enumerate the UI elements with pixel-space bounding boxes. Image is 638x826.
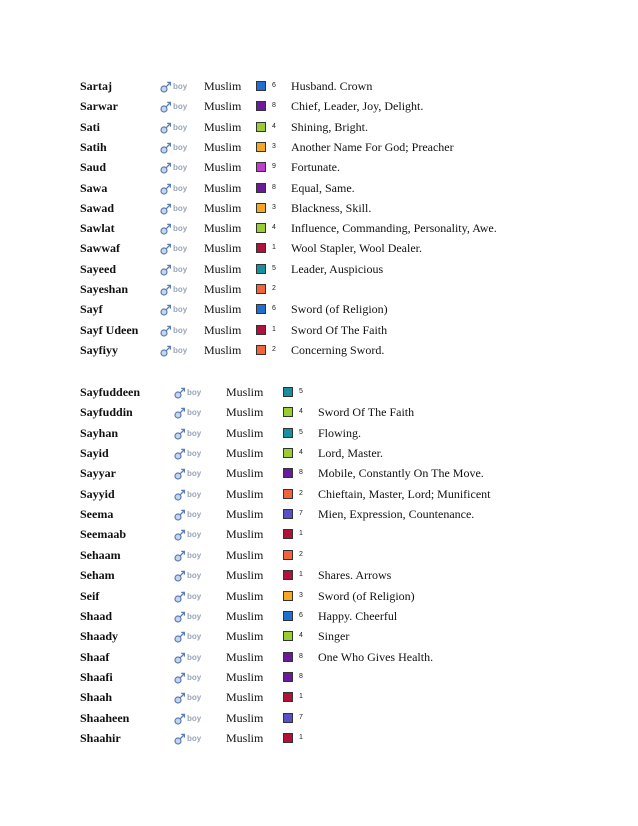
lucky-number: 1 bbox=[272, 244, 276, 252]
religion-cell: Muslim bbox=[226, 588, 264, 603]
lucky-number: 8 bbox=[272, 102, 276, 110]
name-cell: Sawwaf bbox=[80, 241, 121, 256]
religion-cell: Muslim bbox=[204, 119, 242, 134]
svg-text:boy: boy bbox=[187, 388, 202, 397]
color-swatch bbox=[256, 325, 266, 335]
male-symbol-icon bbox=[174, 548, 206, 562]
meaning-cell: Another Name For God; Preacher bbox=[291, 139, 454, 154]
religion-cell: Muslim bbox=[226, 669, 264, 684]
male-symbol-icon bbox=[174, 650, 206, 664]
lucky-number: 1 bbox=[299, 733, 303, 741]
svg-text:boy: boy bbox=[187, 510, 202, 520]
religion-cell: Muslim bbox=[226, 405, 264, 420]
svg-text:boy: boy bbox=[187, 652, 202, 662]
svg-text:boy: boy bbox=[187, 449, 202, 459]
color-swatch bbox=[283, 713, 293, 723]
color-swatch bbox=[283, 529, 293, 539]
color-swatch bbox=[283, 550, 293, 560]
lucky-number: 4 bbox=[299, 408, 303, 416]
color-swatch bbox=[283, 387, 293, 397]
color-swatch bbox=[256, 183, 266, 193]
name-cell: Sayfuddin bbox=[80, 405, 133, 420]
male-symbol-icon bbox=[160, 282, 192, 296]
svg-text:boy: boy bbox=[173, 224, 188, 234]
lucky-number: 4 bbox=[272, 224, 276, 232]
lucky-number: 4 bbox=[272, 122, 276, 130]
religion-cell: Muslim bbox=[204, 322, 242, 337]
religion-cell: Muslim bbox=[226, 527, 264, 542]
svg-text:boy: boy bbox=[173, 82, 188, 91]
name-cell: Seemaab bbox=[80, 527, 126, 542]
color-swatch bbox=[283, 407, 293, 417]
lucky-number: 2 bbox=[299, 489, 303, 497]
svg-text:boy: boy bbox=[173, 183, 188, 193]
lucky-number: 8 bbox=[299, 469, 303, 477]
religion-cell: Muslim bbox=[204, 342, 242, 357]
lucky-number: 9 bbox=[272, 163, 276, 171]
lucky-number: 7 bbox=[299, 510, 303, 518]
svg-text:boy: boy bbox=[187, 632, 202, 642]
male-symbol-icon bbox=[174, 731, 206, 745]
color-swatch bbox=[283, 570, 293, 580]
name-cell: Shaad bbox=[80, 608, 113, 623]
meaning-cell: Mien, Expression, Countenance. bbox=[318, 507, 475, 522]
male-symbol-icon bbox=[174, 426, 206, 440]
meaning-cell: Concerning Sword. bbox=[291, 342, 385, 357]
religion-cell: Muslim bbox=[204, 79, 242, 93]
religion-cell: Muslim bbox=[204, 139, 242, 154]
color-swatch bbox=[283, 591, 293, 601]
meaning-cell: Blackness, Skill. bbox=[291, 200, 372, 215]
religion-cell: Muslim bbox=[226, 690, 264, 705]
male-symbol-icon bbox=[160, 343, 192, 357]
lucky-number: 4 bbox=[299, 632, 303, 640]
color-swatch bbox=[256, 101, 266, 111]
name-cell: Sawa bbox=[80, 180, 108, 195]
lucky-number: 6 bbox=[272, 305, 276, 313]
lucky-number: 6 bbox=[272, 82, 276, 89]
color-swatch bbox=[256, 162, 266, 172]
male-symbol-icon bbox=[160, 302, 192, 316]
meaning-cell: Singer bbox=[318, 629, 350, 644]
meaning-cell: Chieftain, Master, Lord; Munificent bbox=[318, 486, 491, 501]
name-cell: Sayf bbox=[80, 302, 103, 317]
religion-cell: Muslim bbox=[226, 568, 264, 583]
name-cell: Sawlat bbox=[80, 221, 115, 236]
svg-text:boy: boy bbox=[173, 285, 188, 294]
lucky-number: 5 bbox=[299, 388, 303, 395]
name-cell: Sayid bbox=[80, 446, 109, 461]
male-symbol-icon bbox=[160, 120, 192, 134]
religion-cell: Muslim bbox=[204, 302, 242, 317]
religion-cell: Muslim bbox=[226, 507, 264, 522]
svg-text:boy: boy bbox=[187, 591, 202, 601]
color-swatch bbox=[256, 345, 266, 355]
color-swatch bbox=[283, 631, 293, 641]
color-swatch bbox=[256, 81, 266, 91]
color-swatch bbox=[283, 733, 293, 743]
color-swatch bbox=[283, 428, 293, 438]
svg-text:boy: boy bbox=[173, 163, 188, 173]
color-swatch bbox=[283, 448, 293, 458]
male-symbol-icon bbox=[174, 527, 206, 541]
religion-cell: Muslim bbox=[204, 200, 242, 215]
male-symbol-icon bbox=[174, 568, 206, 582]
religion-cell: Muslim bbox=[226, 466, 264, 481]
name-cell: Sayeed bbox=[80, 261, 116, 276]
religion-cell: Muslim bbox=[204, 282, 242, 296]
lucky-number: 8 bbox=[272, 183, 276, 191]
color-swatch bbox=[283, 611, 293, 621]
name-cell: Sayhan bbox=[80, 425, 119, 440]
name-cell: Satih bbox=[80, 139, 107, 154]
meaning-cell: Sword Of The Faith bbox=[291, 322, 388, 337]
meaning-cell: Wool Stapler, Wool Dealer. bbox=[291, 241, 423, 256]
meaning-cell: Happy. Cheerful bbox=[318, 608, 398, 623]
male-symbol-icon bbox=[160, 140, 192, 154]
lucky-number: 2 bbox=[272, 285, 276, 292]
religion-cell: Muslim bbox=[204, 261, 242, 276]
male-symbol-icon bbox=[174, 446, 206, 460]
name-cell: Sati bbox=[80, 119, 101, 134]
lucky-number: 3 bbox=[299, 591, 303, 599]
lucky-number: 5 bbox=[299, 428, 303, 436]
svg-text:boy: boy bbox=[173, 122, 188, 132]
religion-cell: Muslim bbox=[226, 385, 264, 399]
svg-text:boy: boy bbox=[187, 611, 202, 621]
name-cell: Sayfuddeen bbox=[80, 385, 141, 399]
religion-cell: Muslim bbox=[226, 710, 264, 725]
lucky-number: 6 bbox=[299, 611, 303, 619]
name-cell: Sartaj bbox=[80, 79, 112, 93]
svg-text:boy: boy bbox=[173, 244, 188, 254]
meaning-cell: Sword Of The Faith bbox=[318, 405, 415, 420]
male-symbol-icon bbox=[160, 99, 192, 113]
male-symbol-icon bbox=[174, 589, 206, 603]
svg-text:boy: boy bbox=[173, 142, 188, 152]
svg-text:boy: boy bbox=[187, 693, 202, 703]
male-symbol-icon bbox=[174, 609, 206, 623]
name-cell: Sayyid bbox=[80, 486, 115, 501]
meaning-cell: Flowing. bbox=[318, 425, 362, 440]
name-cell: Sayeshan bbox=[80, 282, 129, 296]
lucky-number: 2 bbox=[299, 550, 303, 558]
male-symbol-icon bbox=[174, 466, 206, 480]
svg-text:boy: boy bbox=[187, 550, 202, 560]
religion-cell: Muslim bbox=[226, 547, 264, 562]
lucky-number: 1 bbox=[299, 530, 303, 538]
lucky-number: 1 bbox=[272, 325, 276, 333]
religion-cell: Muslim bbox=[226, 730, 264, 745]
male-symbol-icon bbox=[160, 201, 192, 215]
lucky-number: 7 bbox=[299, 713, 303, 721]
name-cell: Sehaam bbox=[80, 547, 121, 562]
color-swatch bbox=[283, 652, 293, 662]
meaning-cell: Mobile, Constantly On The Move. bbox=[318, 466, 484, 481]
name-cell: Shaaheen bbox=[80, 710, 130, 725]
name-cell: Shaahir bbox=[80, 730, 121, 745]
svg-text:boy: boy bbox=[187, 571, 202, 581]
name-cell: Sarwar bbox=[80, 99, 118, 114]
male-symbol-icon bbox=[160, 241, 192, 255]
name-cell: Sayfiyy bbox=[80, 342, 119, 357]
male-symbol-icon bbox=[174, 629, 206, 643]
svg-text:boy: boy bbox=[173, 345, 188, 355]
color-swatch bbox=[283, 692, 293, 702]
lucky-number: 5 bbox=[272, 264, 276, 272]
male-symbol-icon bbox=[160, 323, 192, 337]
religion-cell: Muslim bbox=[204, 160, 242, 175]
lucky-number: 1 bbox=[299, 693, 303, 701]
religion-cell: Muslim bbox=[226, 446, 264, 461]
religion-cell: Muslim bbox=[204, 221, 242, 236]
svg-text:boy: boy bbox=[173, 264, 188, 274]
male-symbol-icon bbox=[160, 221, 192, 235]
meaning-cell: Husband. Crown bbox=[291, 79, 373, 93]
lucky-number: 3 bbox=[272, 142, 276, 150]
color-swatch bbox=[256, 122, 266, 132]
name-cell: Shaah bbox=[80, 690, 113, 705]
color-swatch bbox=[256, 223, 266, 233]
svg-text:boy: boy bbox=[187, 672, 202, 682]
name-cell: Sayf Udeen bbox=[80, 322, 139, 337]
religion-cell: Muslim bbox=[226, 486, 264, 501]
name-cell: Shaaf bbox=[80, 649, 110, 664]
color-swatch bbox=[256, 243, 266, 253]
lucky-number: 8 bbox=[299, 652, 303, 660]
male-symbol-icon bbox=[174, 385, 206, 399]
color-swatch bbox=[256, 203, 266, 213]
lucky-number: 4 bbox=[299, 449, 303, 457]
svg-text:boy: boy bbox=[187, 428, 202, 438]
meaning-cell: One Who Gives Health. bbox=[318, 649, 434, 664]
male-symbol-icon bbox=[160, 262, 192, 276]
male-symbol-icon bbox=[174, 711, 206, 725]
lucky-number: 2 bbox=[272, 345, 276, 353]
color-swatch bbox=[256, 264, 266, 274]
meaning-cell: Shares. Arrows bbox=[318, 568, 392, 583]
meaning-cell: Equal, Same. bbox=[291, 180, 355, 195]
svg-text:boy: boy bbox=[187, 469, 202, 479]
male-symbol-icon bbox=[174, 507, 206, 521]
name-cell: Sawad bbox=[80, 200, 115, 215]
color-swatch bbox=[283, 468, 293, 478]
lucky-number: 3 bbox=[272, 203, 276, 211]
religion-cell: Muslim bbox=[226, 629, 264, 644]
religion-cell: Muslim bbox=[226, 649, 264, 664]
meaning-cell: Sword (of Religion) bbox=[291, 302, 388, 317]
religion-cell: Muslim bbox=[226, 608, 264, 623]
meaning-cell: Sword (of Religion) bbox=[318, 588, 415, 603]
name-cell: Seham bbox=[80, 568, 115, 583]
color-swatch bbox=[283, 489, 293, 499]
name-cell: Saud bbox=[80, 160, 107, 175]
religion-cell: Muslim bbox=[204, 180, 242, 195]
svg-text:boy: boy bbox=[187, 408, 202, 418]
male-symbol-icon bbox=[160, 79, 192, 93]
name-cell: Sayyar bbox=[80, 466, 116, 481]
religion-cell: Muslim bbox=[204, 241, 242, 256]
male-symbol-icon bbox=[160, 181, 192, 195]
svg-text:boy: boy bbox=[187, 489, 202, 499]
svg-text:boy: boy bbox=[173, 203, 188, 213]
religion-cell: Muslim bbox=[204, 99, 242, 114]
color-swatch bbox=[256, 142, 266, 152]
name-cell: Seif bbox=[80, 588, 100, 603]
svg-text:boy: boy bbox=[173, 305, 188, 315]
name-cell: Shaafi bbox=[80, 669, 113, 684]
name-cell: Shaady bbox=[80, 629, 119, 644]
meaning-cell: Chief, Leader, Joy, Delight. bbox=[291, 99, 424, 114]
svg-text:boy: boy bbox=[187, 713, 202, 723]
name-cell: Seema bbox=[80, 507, 114, 522]
male-symbol-icon bbox=[174, 690, 206, 704]
meaning-cell: Fortunate. bbox=[291, 160, 340, 175]
color-swatch bbox=[283, 509, 293, 519]
male-symbol-icon bbox=[174, 487, 206, 501]
male-symbol-icon bbox=[174, 670, 206, 684]
meaning-cell: Leader, Auspicious bbox=[291, 261, 384, 276]
lucky-number: 8 bbox=[299, 672, 303, 680]
color-swatch bbox=[283, 672, 293, 682]
male-symbol-icon bbox=[174, 405, 206, 419]
male-symbol-icon bbox=[160, 160, 192, 174]
svg-text:boy: boy bbox=[187, 733, 202, 743]
svg-text:boy: boy bbox=[187, 530, 202, 540]
lucky-number: 1 bbox=[299, 571, 303, 579]
svg-text:boy: boy bbox=[173, 325, 188, 335]
meaning-cell: Influence, Commanding, Personality, Awe. bbox=[291, 221, 497, 236]
religion-cell: Muslim bbox=[226, 425, 264, 440]
color-swatch bbox=[256, 304, 266, 314]
meaning-cell: Shining, Bright. bbox=[291, 119, 369, 134]
svg-text:boy: boy bbox=[173, 102, 188, 112]
color-swatch bbox=[256, 284, 266, 294]
meaning-cell: Lord, Master. bbox=[318, 446, 383, 461]
